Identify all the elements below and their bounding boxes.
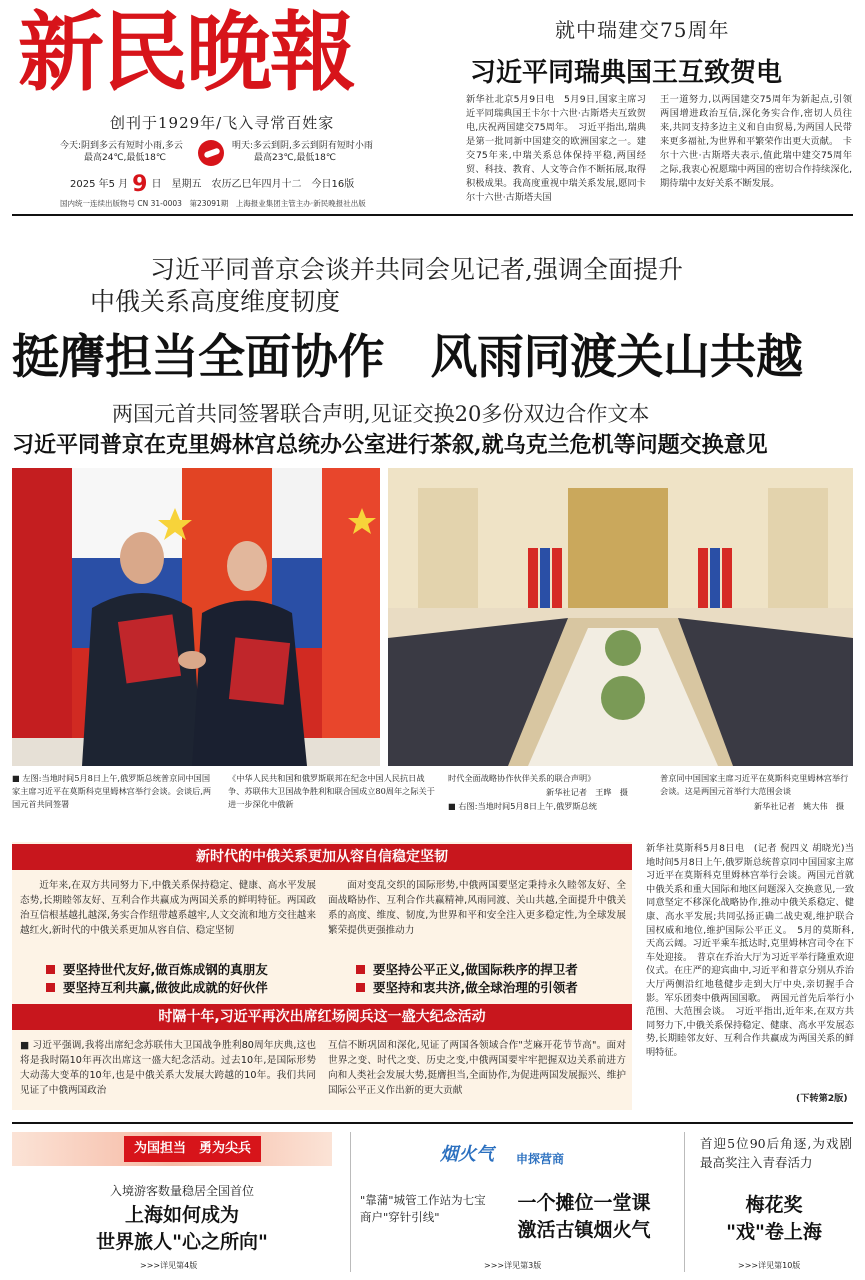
continued-note[interactable]: (下转第2版) [796, 1093, 848, 1104]
lead-subhead-2: 习近平同普京在克里姆林宫总统办公室进行茶叙,就乌克兰危机等问题交换意见 [12, 432, 768, 458]
top-story-headline: 习近平同瑞典国王互致贺电 [470, 58, 783, 88]
weather-tomorrow [232, 140, 373, 164]
masthead-divider [12, 214, 853, 216]
bullet-square-icon [356, 965, 365, 974]
teaser2-banner-sub: 申探营商 [516, 1152, 565, 1166]
caption-right-credit: 新华社记者 姚大伟 摄 [754, 801, 845, 811]
caption-right-label: ■ 右图:当地时间5月8日上午,俄罗斯总统 [448, 801, 597, 811]
feature-para-2: 面对变乱交织的国际形势,中俄两国要坚定秉持永久睦邻友好、全面战略协作、互利合作共赢精神,风雨同渡、关山共越,全面提升中俄关系的高度、维度、韧度,为世界和平和安全注入更多稳定性,为全球发展繁荣提供更强推动力 [328, 880, 626, 936]
date-suffix: 日 星期五 农历乙巳年四月十二 今日16版 [151, 179, 355, 190]
teaser1-banner [12, 1132, 332, 1166]
bullet-4 [356, 978, 578, 996]
teaser2-title[interactable] [494, 1190, 674, 1244]
weather-today-text: 今天:阴到多云有短时小雨,多云 [60, 141, 183, 151]
top-story-col2: 王一道努力,以两国建交75周年为新起点,引领两国增进政治互信,深化务实合作,密切人员往来,共同支持多边主义和自由贸易,为两国人民带来更多福祉,为世界和平繁荣作出更大贡献。 卡尔十六世·古斯塔夫表示,值此瑞中建交75周年之际,我衷心祝愿瑞中两国的密切合作持续深化,期待瑞中友好关系不断发展。 [660, 94, 852, 189]
lead-headline: 挺膺担当全面协作 风雨同渡关山共越 [12, 330, 803, 385]
teaser1-title-line2: 世界旅人"心之所向" [96, 1231, 268, 1253]
bullet-3-text: 要坚持公平正义,做国际秩序的捍卫者 [373, 962, 578, 977]
bullet-2-text: 要坚持互利共赢,做彼此成就的好伙伴 [63, 980, 268, 995]
photo-handshake [12, 468, 380, 766]
caption-right: 普京同中国国家主席习近平在莫斯科克里姆林宫举行会谈。这是两国元首举行大范围会谈 [660, 773, 849, 796]
newspaper-logo-icon [198, 140, 224, 166]
teaser3-title-line2: "戏"卷上海 [726, 1221, 822, 1243]
newspaper-title: 新民晚報 [18, 2, 354, 103]
bullet-1 [46, 960, 268, 978]
teaser1-title[interactable] [12, 1202, 352, 1256]
caption-left: ■ 左图:当地时间5月8日上午,俄罗斯总统普京同中国国家主席习近平在莫斯科克里姆林宫举行会谈。会谈后,两国元首共同签署 [12, 773, 212, 809]
masthead [12, 0, 432, 110]
weather-tomorrow-text: 明天:多云到阴,多云到阴有短时小雨 [232, 141, 373, 151]
date-prefix: 2025 年5 月 [70, 179, 129, 190]
teaser1-title-line1: 上海如何成为 [124, 1204, 239, 1226]
teaser-separator [350, 1132, 351, 1272]
bullet-square-icon [356, 983, 365, 992]
bullet-3 [356, 960, 578, 978]
teaser3-kicker: 首迎5位90后角逐,为戏剧最高奖注入青春活力 [700, 1136, 852, 1170]
top-story-kicker: 就中瑞建交75周年 [555, 18, 730, 42]
bullet-1-text: 要坚持世代友好,做百炼成钢的真朋友 [63, 962, 268, 977]
date-day: 9 [132, 172, 148, 197]
teaser3-title-line1: 梅花奖 [745, 1194, 803, 1216]
feature-para-4: 互信不断巩固和深化,见证了两国各领域合作"芝麻开花节节高"。面对世界之变、时代之变、历史之变,中俄两国要牢牢把握双边关系前进方向和人类社会发展大势,挺膺担当,全面协作,为促进两国发展振兴、维护国际公平正义作出新的更大贡献 [328, 1040, 626, 1096]
weather-today [60, 140, 183, 164]
teaser-divider [12, 1122, 853, 1124]
bullet-square-icon [46, 965, 55, 974]
feature-para-1: 近年来,在双方共同努力下,中俄关系保持稳定、健康、高水平发展态势,长期睦邻友好、互利合作共赢成为两国关系的鲜明特征。两国政治互信根基越扎越深,务实合作纽带越系越牢,人文交流和地方交往越来越红火,新时代的中俄关系更加从容自信、稳定坚韧 [20, 880, 316, 936]
teaser2-title-line1: 一个摊位一堂课 [517, 1192, 651, 1214]
feature-para-3: ■ 习近平强调,我将出席纪念苏联伟大卫国战争胜利80周年庆典,这也将是我时隔10年再次出席这一盛大纪念活动。过去10年,是国际形势大动荡大变革的10年,也是中俄关系大发展大跨越的10年。我们共同见证了中俄两国政治 [20, 1040, 316, 1096]
bullet-4-text: 要坚持和衷共济,做全球治理的引领者 [373, 980, 578, 995]
lead-kicker-1: 习近平同普京会谈并共同会见记者,强调全面提升 [150, 255, 683, 284]
teaser-separator [684, 1132, 685, 1272]
feature-bar-1: 新时代的中俄关系更加从容自信稳定坚韧 [12, 844, 632, 870]
teaser2-kicker: "靠蒲"城管工作站为七宝商户"穿针引线" [360, 1193, 486, 1224]
founded-slogan: 创刊于1929年/飞入寻常百姓家 [110, 114, 335, 132]
teaser2-banner: 烟火气 [440, 1144, 494, 1165]
teaser1-see-page[interactable]: >>>详见第4版 [140, 1261, 198, 1270]
caption-mid2: 时代全面战略协作伙伴关系的联合声明》 [448, 773, 596, 783]
temp-tomorrow: 最高23℃,最低18℃ [254, 153, 336, 163]
lead-article-text: 新华社莫斯科5月8日电 (记者 倪四义 胡晓光)当地时间5月8日上午,俄罗斯总统普京同中国国家主席习近平在莫斯科克里姆林宫举行会谈。两国元首就中俄关系和重大国际和地区问题深入交换意见,一致同意坚定不移深化战略协作,推动中俄关系稳定、健康、高水平发展;共同弘扬正确二战史观,维护联合国权威和地位,维护国际公平正义。 5月的莫斯科,天高云阔。习近平乘车抵达时,克里姆林宫司令在下车处迎接。 普京在乔治大厅为习近平举行隆重欢迎仪式。在庄严的迎宾曲中,习近平和普京分别从乔治大厅两侧沿红地毯健步走到大厅中央,亲切握手合影。军乐团奏中俄两国国歌。 两国元首先后举行小范围、大范围会谈。 习近平指出,近年来,在双方共同努力下,中俄关系保持稳定、健康、高水平发展态势,长期睦邻友好、互利合作共赢成为两国关系的鲜明特征。 [646, 843, 854, 1058]
temp-today: 最高24℃,最低18℃ [84, 153, 166, 163]
photo-talks-hall [388, 468, 853, 766]
teaser3-see-page[interactable]: >>>详见第10版 [738, 1261, 801, 1270]
bullet-square-icon [46, 983, 55, 992]
caption-mid-credit: 新华社记者 王晔 摄 [546, 787, 628, 797]
publication-info: 国内统一连续出版物号 CN 31-0003 第23091期 上海报业集团主管主办·新民晚报社出版 [60, 199, 366, 208]
bullet-2 [46, 978, 268, 996]
top-story-col1: 新华社北京5月9日电 5月9日,国家主席习近平同瑞典国王卡尔十六世·古斯塔夫互致贺电,庆祝两国建交75周年。 习近平指出,瑞典是第一批同新中国建交的欧洲国家之一。建交75年来,中瑞关系总体保持平稳,两国经贸、科技、教育、人文等合作不断拓展,取得积极成果。我高度重视中瑞关系发展,愿同卡尔十六世·古斯塔夫国 [466, 94, 646, 203]
teaser2-title-line2: 激活古镇烟火气 [517, 1219, 651, 1241]
lead-kicker-2: 中俄关系高度维度韧度 [90, 287, 341, 316]
lead-subhead-1: 两国元首共同签署联合声明,见证交换20多份双边合作文本 [112, 402, 650, 426]
feature-bar-2: 时隔十年,习近平再次出席红场阅兵这一盛大纪念活动 [12, 1004, 632, 1030]
teaser3-title[interactable] [694, 1192, 854, 1246]
teaser2-see-page[interactable]: >>>详见第3版 [484, 1261, 542, 1270]
teaser1-banner-text: 为国担当 勇为尖兵 [124, 1136, 261, 1162]
teaser1-kicker: 入境游客数量稳居全国首位 [109, 1184, 254, 1198]
dateline [70, 172, 354, 197]
caption-mid: 《中华人民共和国和俄罗斯联邦在纪念中国人民抗日战争、苏联伟大卫国战争胜利和联合国成立80周年之际关于进一步深化中俄新 [228, 773, 435, 809]
